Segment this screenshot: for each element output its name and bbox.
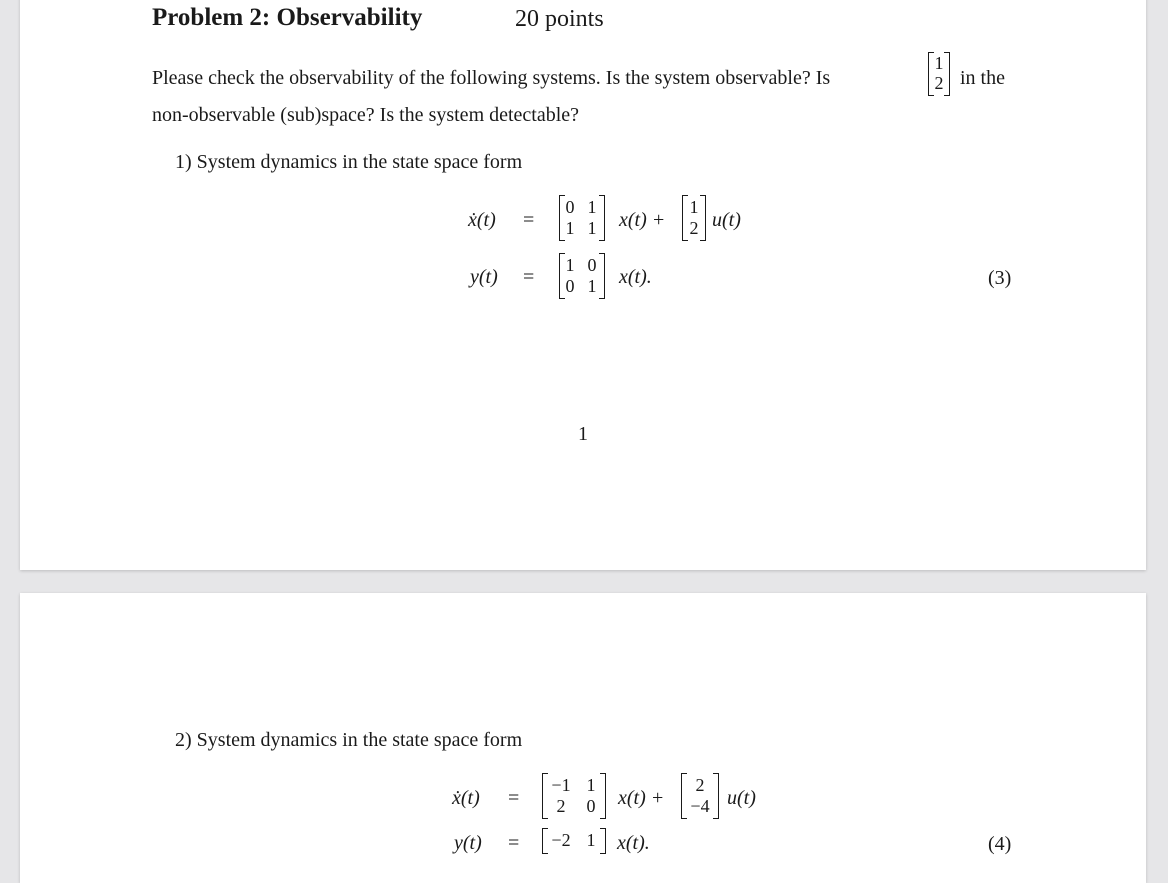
system2-label: 2) System dynamics in the state space form [175,729,523,751]
xdot-lhs: ẋ(t) [452,787,480,809]
document-page-2 [20,593,1146,883]
A2-11: −1 [551,775,571,795]
equals-sign: = [508,832,520,854]
matrix-B2 [681,774,719,818]
C2-1: −2 [551,830,571,850]
equation-number-3: (3) [988,267,1012,289]
C1-11: 1 [565,255,575,275]
C1-21: 0 [565,276,575,296]
B1-2: 2 [689,218,699,238]
matrix-A2 [542,774,606,818]
intro-text-part1: Please check the observability of the following systems. Is the system observable? Is [152,67,831,89]
C1-22: 1 [587,276,597,296]
intro-text-line2: non-observable (sub)space? Is the system detectable? [152,104,580,126]
equals-sign: = [508,787,520,809]
equals-sign: = [523,209,535,231]
system1-label: 1) System dynamics in the state space form [175,151,523,173]
C1-12: 0 [587,255,597,275]
inline-vector [928,53,950,95]
xt-dot: x(t). [619,266,652,288]
A2-21: 2 [556,796,566,816]
matrix-A1 [559,196,605,240]
equation-number-4: (4) [988,833,1012,855]
matrix-B1 [682,196,706,240]
A1-11: 0 [565,197,575,217]
vector-top: 1 [934,53,944,73]
xt-dot: x(t). [617,832,650,854]
C2-2: 1 [586,830,596,850]
A1-12: 1 [587,197,597,217]
matrix-C1 [559,254,605,298]
xt-plus: x(t) + [618,787,665,809]
A2-22: 0 [586,796,596,816]
A1-21: 1 [565,218,575,238]
ut: u(t) [727,787,756,809]
vector-bottom: 2 [934,73,944,93]
problem-heading: Problem 2: Observability [152,4,423,31]
A2-12: 1 [586,775,596,795]
B2-1: 2 [695,775,705,795]
page-number: 1 [578,423,588,445]
ut: u(t) [712,209,741,231]
intro-text-part2: in the [960,67,1005,89]
B2-2: −4 [690,796,710,816]
equals-sign: = [523,266,535,288]
points-label: 20 points [515,6,604,32]
matrix-C2 [542,829,606,853]
y-lhs: y(t) [470,266,498,288]
y-lhs: y(t) [454,832,482,854]
A1-22: 1 [587,218,597,238]
document-page-1 [20,0,1146,570]
B1-1: 1 [689,197,699,217]
xdot-lhs: ẋ(t) [468,209,496,231]
xt-plus: x(t) + [619,209,666,231]
